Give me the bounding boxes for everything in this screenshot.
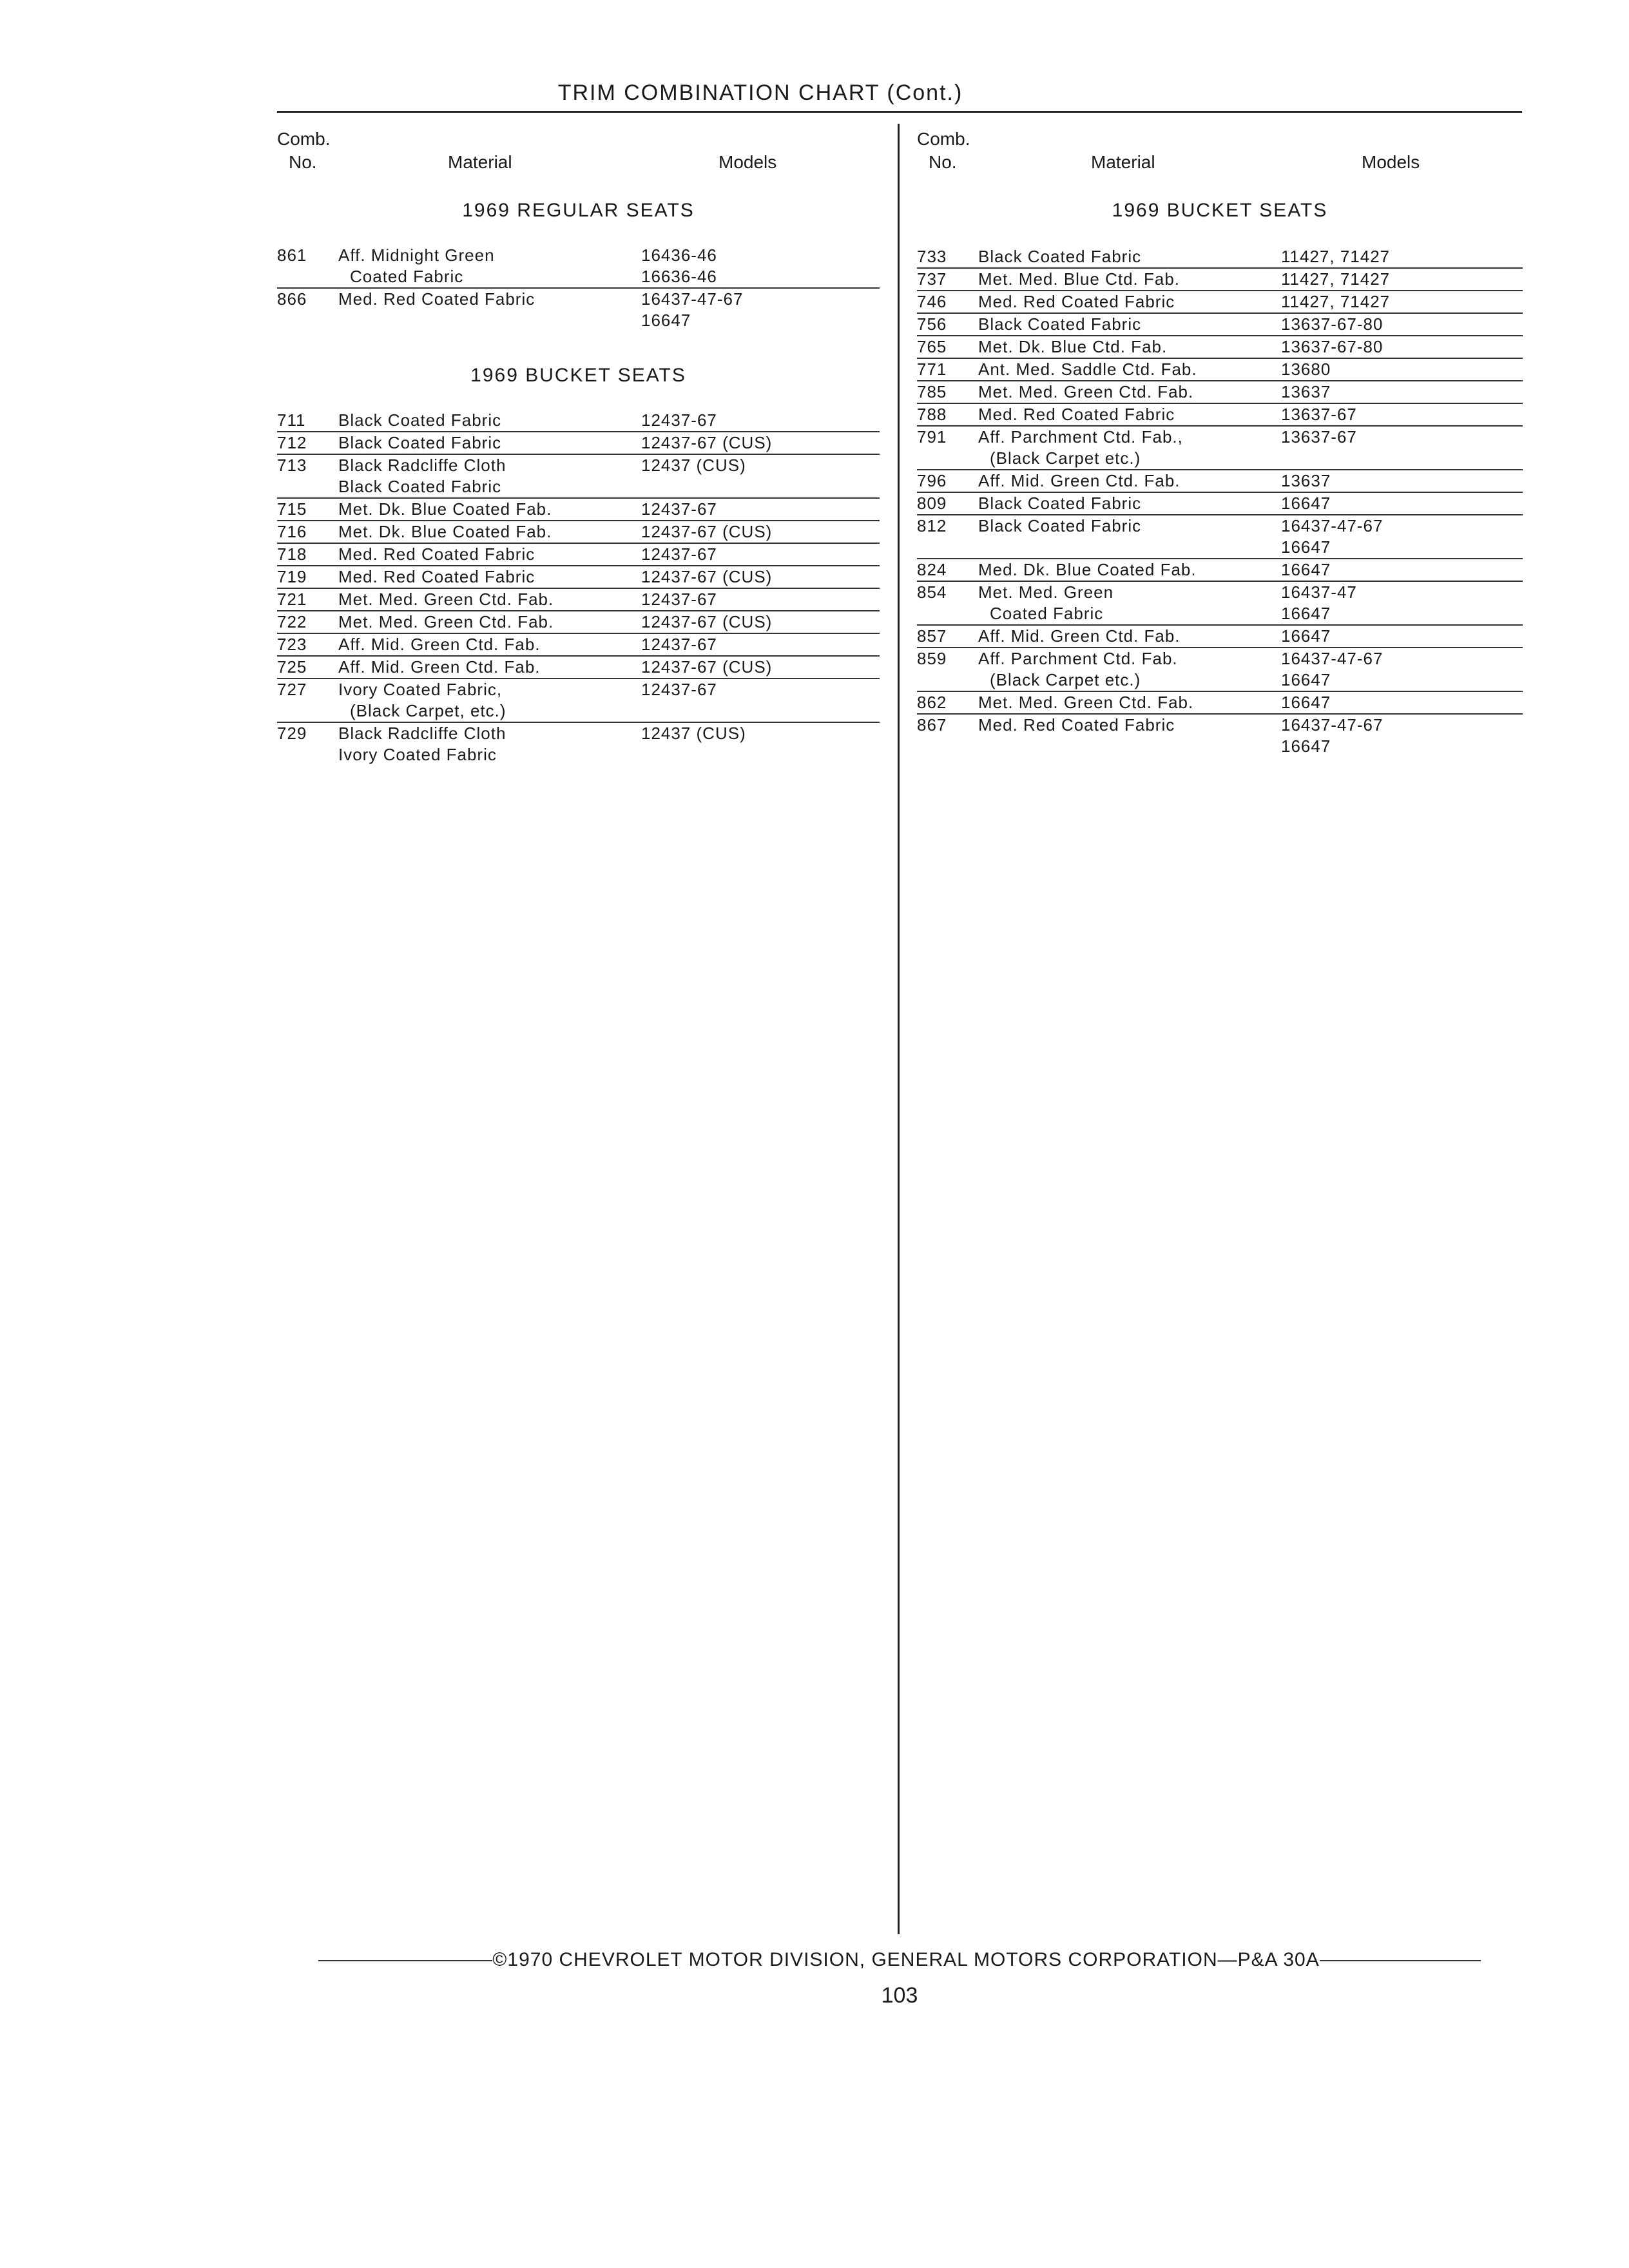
regular-seats-table: [277, 245, 880, 331]
models-cell: 12437-67 (CUS): [641, 567, 773, 586]
comb-number: 733: [917, 247, 947, 266]
table-row-continued: [277, 700, 880, 723]
comb-number: 788: [917, 405, 947, 424]
models-cell: 16647: [1281, 670, 1331, 689]
comb-number: 722: [277, 612, 307, 631]
models-header: Models: [718, 152, 777, 172]
models-cell: 11427, 71427: [1281, 247, 1391, 266]
comb-number: 857: [917, 626, 947, 646]
table-row-continued: [917, 736, 1523, 757]
table-row: [277, 499, 880, 521]
material-cell: Black Radcliffe Cloth: [338, 456, 506, 475]
table-row: [917, 291, 1523, 314]
table-row-continued: [277, 476, 880, 499]
models-cell: 16647: [641, 311, 691, 330]
table-row: [917, 470, 1523, 493]
models-cell: 13637-67-80: [1281, 314, 1383, 334]
right-column: [917, 129, 1523, 757]
material-cell: Med. Red Coated Fabric: [978, 292, 1175, 311]
table-row: [917, 648, 1523, 669]
table-row-continued: [917, 537, 1523, 559]
models-cell: 12437 (CUS): [641, 724, 746, 743]
material-header: Material: [448, 152, 512, 172]
section-title-bucket-seats: 1969 BUCKET SEATS: [1112, 200, 1328, 221]
table-row: [917, 715, 1523, 736]
material-cell: Black Coated Fabric: [338, 410, 502, 430]
footer-rule-right: [1320, 1960, 1481, 1961]
material-cell: Med. Red Coated Fabric: [978, 715, 1175, 735]
table-row: [277, 611, 880, 634]
models-cell: 12437 (CUS): [641, 456, 746, 475]
comb-header: Comb.: [917, 129, 970, 149]
material-cell: Black Radcliffe Cloth: [338, 724, 506, 743]
material-cell: Coated Fabric: [990, 604, 1104, 623]
material-cell: Met. Med. Green Ctd. Fab.: [978, 693, 1194, 712]
table-row-continued: [917, 448, 1523, 470]
table-row: [917, 515, 1523, 537]
table-row: [277, 245, 880, 266]
table-row: [277, 634, 880, 657]
table-row: [277, 289, 880, 310]
models-cell: 16437-47-67: [1281, 649, 1383, 668]
models-cell: 13680: [1281, 360, 1331, 379]
material-cell: Aff. Mid. Green Ctd. Fab.: [338, 635, 541, 654]
material-cell: (Black Carpet etc.): [990, 448, 1141, 468]
right-column-header: [917, 129, 1523, 200]
models-cell: 16437-47-67: [1281, 516, 1383, 535]
models-cell: 12437-67 (CUS): [641, 657, 773, 677]
table-row: [917, 582, 1523, 603]
table-row: [277, 544, 880, 566]
models-cell: 13637-67-80: [1281, 337, 1383, 356]
material-cell: Black Coated Fabric: [978, 494, 1142, 513]
material-cell: Ivory Coated Fabric: [338, 745, 497, 764]
table-row: [277, 566, 880, 589]
table-row-continued: [277, 310, 880, 331]
material-cell: Aff. Mid. Green Ctd. Fab.: [978, 471, 1181, 490]
comb-number: 715: [277, 499, 307, 519]
material-cell: Aff. Parchment Ctd. Fab.,: [978, 427, 1183, 447]
comb-number: 721: [277, 590, 307, 609]
material-cell: [338, 310, 641, 331]
material-cell: Med. Red Coated Fabric: [338, 567, 535, 586]
material-cell: Met. Med. Green Ctd. Fab.: [338, 612, 554, 631]
comb-number: 718: [277, 544, 307, 564]
material-cell: Met. Med. Green Ctd. Fab.: [338, 590, 554, 609]
table-row: [917, 269, 1523, 291]
material-cell: Med. Dk. Blue Coated Fab.: [978, 560, 1197, 579]
models-cell: 13637-67: [1281, 427, 1357, 447]
material-cell: Black Coated Fabric: [338, 433, 502, 452]
left-column: [277, 129, 880, 765]
comb-number: 737: [917, 269, 947, 289]
material-cell: Med. Red Coated Fabric: [338, 289, 535, 309]
comb-number: 854: [917, 582, 947, 602]
comb-number: 785: [917, 382, 947, 401]
models-cell: 16647: [1281, 736, 1331, 756]
models-cell: 12437-67: [641, 680, 717, 699]
material-cell: Med. Red Coated Fabric: [978, 405, 1175, 424]
comb-number: 716: [277, 522, 307, 541]
table-row: [917, 692, 1523, 715]
section-title-bucket-seats: 1969 BUCKET SEATS: [470, 365, 686, 386]
models-cell: 12437-67: [641, 590, 717, 609]
models-cell: 16436-46: [641, 245, 717, 265]
material-cell: Ant. Med. Saddle Ctd. Fab.: [978, 360, 1197, 379]
comb-number: 746: [917, 292, 947, 311]
comb-number: 862: [917, 693, 947, 712]
comb-number: 791: [917, 427, 947, 447]
comb-number: 756: [917, 314, 947, 334]
models-cell: 16636-46: [641, 267, 717, 286]
page-number: 103: [881, 1983, 918, 2008]
models-cell: 11427, 71427: [1281, 292, 1391, 311]
material-cell: Met. Med. Green: [978, 582, 1114, 602]
table-row: [917, 427, 1523, 448]
table-row: [917, 336, 1523, 359]
material-cell: Met. Dk. Blue Coated Fab.: [338, 522, 552, 541]
models-cell: 13637: [1281, 471, 1331, 490]
bucket-seats-table: [277, 410, 880, 765]
models-cell: 16647: [1281, 537, 1331, 557]
table-row: [917, 559, 1523, 582]
table-row: [277, 723, 880, 744]
models-cell: 12437-67: [641, 635, 717, 654]
copyright-text: ©1970 CHEVROLET MOTOR DIVISION, GENERAL MOTORS CORPORATION—P&A 30A: [492, 1949, 1320, 1970]
material-cell: Met. Med. Green Ctd. Fab.: [978, 382, 1194, 401]
material-cell: (Black Carpet, etc.): [350, 701, 506, 720]
column-divider: [898, 124, 900, 1934]
material-cell: Met. Med. Blue Ctd. Fab.: [978, 269, 1181, 289]
no-header: No.: [929, 152, 957, 172]
material-cell: Aff. Mid. Green Ctd. Fab.: [978, 626, 1181, 646]
comb-number: 712: [277, 433, 307, 452]
no-header: No.: [289, 152, 317, 172]
comb-header: Comb.: [277, 129, 331, 149]
comb-number: 796: [917, 471, 947, 490]
material-cell: Coated Fabric: [350, 267, 464, 286]
section-title-regular-seats: 1969 REGULAR SEATS: [462, 200, 695, 221]
comb-number: 713: [277, 456, 307, 475]
table-row-continued: [277, 266, 880, 289]
models-cell: 12437-67: [641, 544, 717, 564]
models-cell: 13637: [1281, 382, 1331, 401]
table-row: [277, 455, 880, 476]
models-cell: 16647: [1281, 560, 1331, 579]
comb-number: 824: [917, 560, 947, 579]
models-header: Models: [1362, 152, 1420, 172]
comb-number: 725: [277, 657, 307, 677]
table-row: [917, 493, 1523, 515]
left-column-header: [277, 129, 880, 200]
material-cell: Black Coated Fabric: [978, 516, 1142, 535]
comb-number: 711: [277, 410, 306, 430]
material-cell: Black Coated Fabric: [978, 314, 1142, 334]
models-cell: 16437-47-67: [641, 289, 744, 309]
comb-number: 719: [277, 567, 307, 586]
footer-rule-left: [318, 1960, 492, 1961]
models-cell: 12437-67 (CUS): [641, 522, 773, 541]
comb-number: 729: [277, 724, 307, 743]
right-bucket-seats-table: [917, 246, 1523, 757]
comb-number: 859: [917, 649, 947, 668]
table-row: [917, 314, 1523, 336]
table-row-continued: [917, 669, 1523, 692]
table-row: [277, 679, 880, 700]
table-row-continued: [277, 744, 880, 765]
material-header: Material: [1091, 152, 1155, 172]
models-cell: 16647: [1281, 693, 1331, 712]
material-cell: Black Coated Fabric: [338, 477, 502, 496]
comb-number: 861: [277, 245, 307, 265]
material-cell: Aff. Parchment Ctd. Fab.: [978, 649, 1178, 668]
table-row: [277, 521, 880, 544]
title-rule: [277, 111, 1522, 113]
models-cell: 16437-47: [1281, 582, 1357, 602]
table-row: [277, 432, 880, 455]
material-cell: Met. Dk. Blue Ctd. Fab.: [978, 337, 1168, 356]
page-title: TRIM COMBINATION CHART (Cont.): [557, 81, 963, 105]
table-row: [917, 626, 1523, 648]
models-cell: 12437-67 (CUS): [641, 612, 773, 631]
material-cell: (Black Carpet etc.): [990, 670, 1141, 689]
comb-number: 765: [917, 337, 947, 356]
table-row-continued: [917, 603, 1523, 626]
models-cell: 12437-67 (CUS): [641, 433, 773, 452]
table-row: [917, 381, 1523, 404]
models-cell: 12437-67: [641, 410, 717, 430]
material-cell: Med. Red Coated Fabric: [338, 544, 535, 564]
comb-number: 867: [917, 715, 947, 735]
material-cell: Aff. Mid. Green Ctd. Fab.: [338, 657, 541, 677]
table-row: [277, 657, 880, 679]
table-row: [917, 359, 1523, 381]
material-cell: Ivory Coated Fabric,: [338, 680, 503, 699]
models-cell: 12437-67: [641, 499, 717, 519]
models-cell: 11427, 71427: [1281, 269, 1391, 289]
comb-number: 809: [917, 494, 947, 513]
comb-number: 866: [277, 289, 307, 309]
comb-number: 771: [917, 360, 947, 379]
models-cell: 16647: [1281, 626, 1331, 646]
models-cell: 13637-67: [1281, 405, 1357, 424]
material-cell: Met. Dk. Blue Coated Fab.: [338, 499, 552, 519]
table-row: [277, 589, 880, 611]
comb-number: 812: [917, 516, 947, 535]
models-cell: 16647: [1281, 494, 1331, 513]
comb-number: 723: [277, 635, 307, 654]
copyright-footer: [277, 1949, 1522, 1971]
models-cell: 16437-47-67: [1281, 715, 1383, 735]
table-row: [917, 404, 1523, 427]
table-row: [277, 410, 880, 432]
models-cell: 16647: [1281, 604, 1331, 623]
material-cell: Aff. Midnight Green: [338, 245, 495, 265]
table-row: [917, 246, 1523, 269]
material-cell: Black Coated Fabric: [978, 247, 1142, 266]
comb-number: 727: [277, 680, 307, 699]
